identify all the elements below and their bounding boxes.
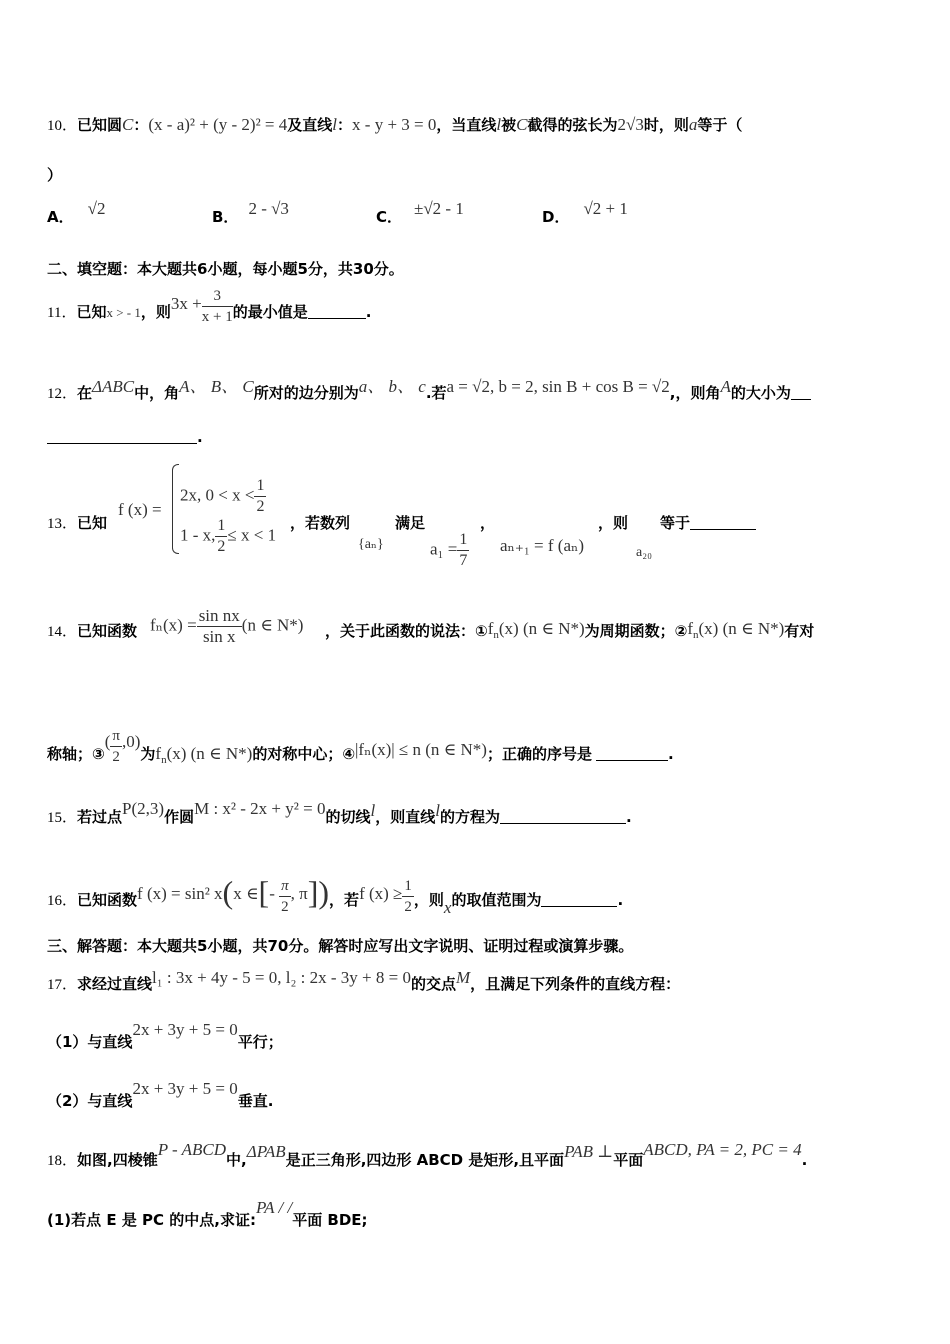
q15-circle: M : x² - 2x + y² = 0 bbox=[194, 799, 326, 818]
q10-circle-equation: (x - a)² + (y - 2)² = 4 bbox=[148, 115, 288, 134]
q13-text-d: ， bbox=[480, 514, 496, 532]
q13-case2: 1 - x, $\frac{1}{2}$ ≤ x < 1 bbox=[180, 517, 277, 555]
q18-part1: (1)若点 E 是 PC 的中点,求证:PA / /平面 BDE; bbox=[47, 1198, 368, 1229]
q14-statements: ，关于此函数的说法：$①f_n(x)$ (n ∈ N*)为周期函数；$②f_n(x)$ (n ∈ N*)有对 bbox=[325, 619, 815, 641]
q18-condition: ABCD, PA = 2, PC = 4 bbox=[643, 1140, 802, 1159]
section-2-heading: 二、填空题：本大题共6小题，每小题5分，共30分。 bbox=[47, 260, 404, 278]
q10-option-b: B． 2 - √3 bbox=[212, 199, 289, 226]
q11-fraction: $\frac{3}{x + 1}$ bbox=[201, 288, 233, 325]
q16-answer-blank bbox=[541, 906, 617, 907]
q17: 17．求经过直线l₁ : 3x + 4y - 5 = 0, l₂ : 2x - 3y + 8 = 0的交点M，且满足下列条件的直线方程： bbox=[47, 968, 681, 993]
q14-bound: |fₙ(x)| ≤ n (n ∈ N*) bbox=[355, 740, 487, 759]
q14-answer-blank bbox=[596, 760, 668, 761]
q10-number: 10． bbox=[47, 118, 78, 134]
q17-part2: （2）与直线2x + 3y + 5 = 0垂直. bbox=[47, 1079, 274, 1110]
q13-f-label: f (x) = bbox=[118, 500, 162, 519]
q16-number: 16． bbox=[47, 893, 78, 909]
q13-text-e: ，则 bbox=[598, 514, 629, 532]
q10-option-a: A． √2 bbox=[47, 199, 106, 226]
q14-line1: 14．已知函数 bbox=[47, 622, 138, 640]
q11: 11．已知x > - 1，则3x + $\frac{3}{x + 1}$ 的最小值是 . bbox=[47, 288, 372, 325]
q12-line2: . bbox=[47, 428, 203, 446]
q14-function: fₙ(x) = $\frac{\text{sin nx}}{\text{sin x}}$ (n ∈ N*) bbox=[150, 606, 304, 646]
q10-line1: 10．已知圆C：(x - a)² + (y - 2)² = 4及直线l：x - y + 3 = 0，当直线l被C截得的弦长为2√3时，则a等于（ bbox=[47, 115, 743, 134]
q10-chord-length: 2√3 bbox=[617, 115, 644, 134]
q14-line2: 称轴；③( $\frac{\pi}{2}$ ,0)为$f_n(x)$ (n ∈ N*)的对称中心；④|fₙ(x)| ≤ n (n ∈ N*)；正确的序号是 . bbox=[47, 728, 674, 766]
q12-given: a = √2, b = 2, sin B + cos B = √2 bbox=[446, 377, 670, 396]
q13-a1: a₁ = $\frac{1}{7}$ bbox=[430, 531, 468, 569]
q13-sequence: {aₙ} bbox=[358, 537, 384, 552]
section-3-heading: 三、解答题：本大题共5小题，共70分。解答时应写出文字说明、证明过程或演算步骤。 bbox=[47, 937, 634, 955]
q13-text-b: ，若数列 bbox=[290, 514, 351, 532]
q18: 18．如图,四棱锥P - ABCD中,ΔPAB是正三角形,四边形 ABCD 是矩形,且平面PAB ⊥平面ABCD, PA = 2, PC = 4. bbox=[47, 1140, 808, 1169]
q11-number: 11． bbox=[47, 305, 77, 321]
q11-answer-blank bbox=[308, 318, 366, 319]
q10-close-paren: ） bbox=[47, 166, 63, 184]
q15: 15．若过点P(2,3)作圆M : x² - 2x + y² = 0的切线l，则直线l的方程为 . bbox=[47, 799, 632, 826]
q17-lines: l₁ : 3x + 4y - 5 = 0, l₂ : 2x - 3y + 8 = 0 bbox=[152, 968, 411, 987]
q13-case1: 2x, 0 < x < $\frac{1}{2}$ bbox=[180, 477, 265, 515]
q12-number: 12． bbox=[47, 386, 78, 402]
q13-recurrence: aₙ₊₁ = f (aₙ) bbox=[500, 536, 585, 555]
q15-number: 15． bbox=[47, 810, 78, 826]
q13-text-c: 满足 bbox=[395, 514, 426, 532]
q12-answer-blank bbox=[47, 443, 197, 444]
q18-number: 18． bbox=[47, 1153, 78, 1169]
q12-line1: 12．在ΔABC中，角A、 B、 C所对的边分别为a、 b、 c.若a = √2, b = 2, sin B + cos B = √2,，则角A的大小为 bbox=[47, 378, 811, 403]
q13-number-label: 13．已知 bbox=[47, 514, 108, 532]
q13-text-g: 等于 bbox=[660, 512, 756, 533]
q16: 16．已知函数f (x) = sin² x(x ∈[- $\frac{\pi}{2}$ , π])，若f (x) ≥ $\frac{1}{2}$ ，则x的取值范围为 . bbox=[47, 874, 624, 917]
q10-line-equation: x - y + 3 = 0 bbox=[352, 115, 437, 134]
q17-part1: （1）与直线2x + 3y + 5 = 0平行； bbox=[47, 1020, 283, 1051]
q13-brace bbox=[172, 464, 179, 554]
q17-number: 17． bbox=[47, 977, 78, 993]
q13-a20: a₂₀ bbox=[636, 545, 652, 560]
q13-answer-blank bbox=[690, 529, 756, 530]
q14-number: 14． bbox=[47, 624, 78, 640]
q15-answer-blank bbox=[500, 823, 626, 824]
q10-option-d: D． √2 + 1 bbox=[542, 199, 628, 226]
q10-option-c: C． ±√2 - 1 bbox=[376, 199, 464, 226]
